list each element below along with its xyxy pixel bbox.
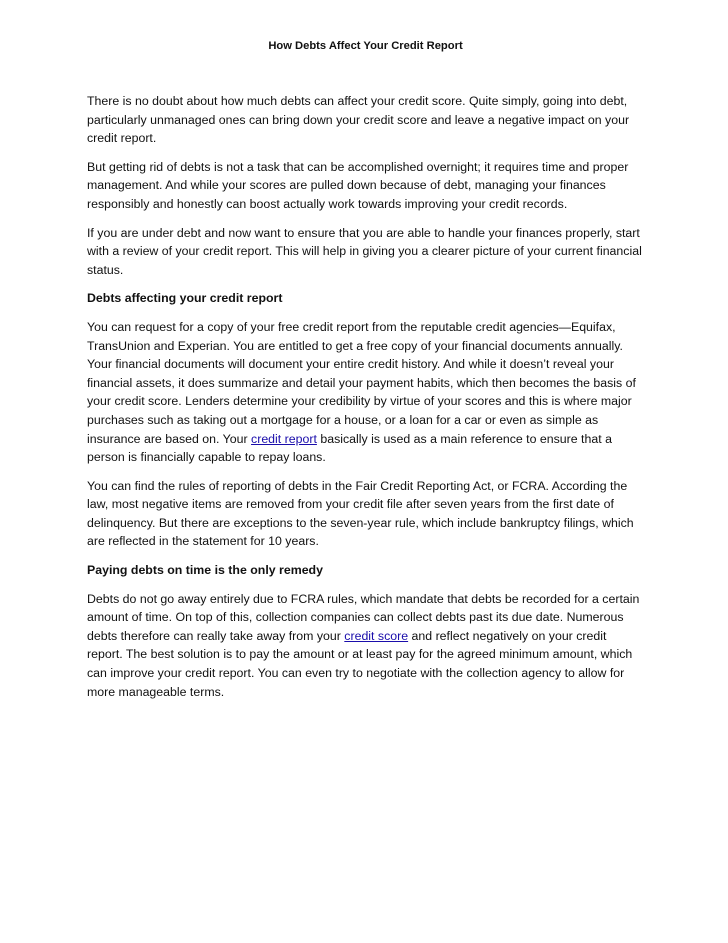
credit-report-link[interactable]: credit report xyxy=(251,431,317,446)
paragraph-remedy xyxy=(87,590,644,702)
heading-debts-affecting: Debts affecting your credit report xyxy=(87,291,283,306)
heading-paying-debts: Paying debts on time is the only remedy xyxy=(87,563,323,578)
paragraph-review-text: If you are under debt and now want to ensure that you are able to handle your finances properly, start with a review of your credit report. This will help in giving you a clearer picture of your current financial status. xyxy=(87,225,642,277)
paragraph-free-report xyxy=(87,318,644,467)
paragraph-remedy-text-after: and reflect negatively on your credit report. The best solution is to pay the amount or at least pay for the agreed minimum amount, which can improve your credit report. You can even try to negotiate with the collection agency to allow for more manageable terms. xyxy=(87,628,633,699)
paragraph-free-report-text-before: You can request for a copy of your free credit report from the reputable credit agencies—Equifax, TransUnion and Experian. You are entitled to get a free copy of your financial documents annually. Your financial documents will document your entire credit history. And while it doesn’t reveal your financial assets, it does summarize and detail your payment habits, which then becomes the basis of your credit score. Lenders determine your credibility by virtue of your scores and this is where major purchases such as taking out a mortgage for a house, or a loan for a car or even as simple as insurance are based on. Your xyxy=(87,319,636,446)
paragraph-review xyxy=(87,224,644,280)
credit-score-link[interactable]: credit score xyxy=(344,628,409,643)
paragraph-fcra xyxy=(87,477,644,551)
paragraph-overnight-text: But getting rid of debts is not a task that can be accomplished overnight; it requires time and proper management. And while your scores are pulled down because of debt, managing your finances responsibly and honestly can boost actually work towards improving your credit records. xyxy=(87,159,629,211)
paragraph-fcra-text: You can find the rules of reporting of debts in the Fair Credit Reporting Act, or FCRA. According the law, most negative items are removed from your credit file after seven years from the first date of delinquency. But there are exceptions to the seven-year rule, which include bankruptcy filings, which are reflected in the statement for 10 years. xyxy=(87,478,634,549)
document-title: How Debts Affect Your Credit Report xyxy=(268,40,463,52)
paragraph-overnight xyxy=(87,158,644,214)
paragraph-intro-text: There is no doubt about how much debts can affect your credit score. Quite simply, going into debt, particularly unmanaged ones can bring down your credit score and leave a negative impact on your credit report. xyxy=(87,94,630,146)
paragraph-remedy-text-before: Debts do not go away entirely due to FCRA rules, which mandate that debts be recorded for a certain amount of time. On top of this, collection companies can collect debts past its due date. Numerous debts therefore can really take away from your xyxy=(87,591,640,643)
paragraph-free-report-text-after: basically is used as a main reference to ensure that a person is financially capable to repay loans. xyxy=(87,431,612,465)
paragraph-intro xyxy=(87,92,644,148)
